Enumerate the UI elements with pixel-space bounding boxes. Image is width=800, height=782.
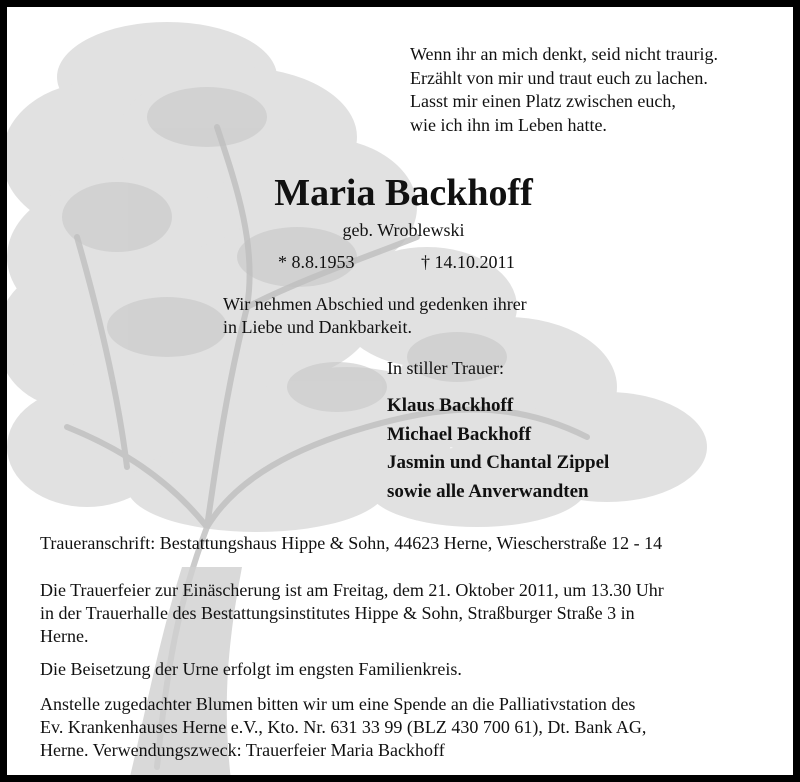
donation-line: Anstelle zugedachter Blumen bitten wir um eine Spende an die Palliativstation des xyxy=(40,694,636,714)
birth-date: * 8.8.1953 xyxy=(278,252,355,272)
donation-line: Ev. Krankenhauses Herne e.V., Kto. Nr. 631 33 99 (BLZ 430 700 61), Dt. Bank AG, xyxy=(40,717,647,737)
donation-paragraph xyxy=(40,693,646,762)
mourner-name: Jasmin und Chantal Zippel xyxy=(387,452,610,473)
poem-line: Erzählt von mir und traut euch zu lachen. xyxy=(410,67,708,88)
poem-line: Wenn ihr an mich denkt, seid nicht traurig. xyxy=(410,44,718,64)
ceremony-line: Die Trauerfeier zur Einäscherung ist am Freitag, dem 21. Oktober 2011, um 13.30 Uhr xyxy=(40,580,664,600)
donation-line: Herne. Verwendungszweck: Trauerfeier Maria Backhoff xyxy=(40,740,445,760)
death-date: † 14.10.2011 xyxy=(421,252,515,272)
deceased-name: Maria Backhoff xyxy=(274,172,533,214)
ceremony-line: in der Trauerhalle des Bestattungsinstitutes Hippe & Sohn, Straßburger Straße 3 in xyxy=(40,603,635,623)
burial-paragraph xyxy=(40,658,462,681)
mourning-heading: In stiller Trauer: xyxy=(387,358,504,378)
mourner-name: Klaus Backhoff xyxy=(387,395,514,416)
ceremony-paragraph xyxy=(40,579,664,648)
poem-line: wie ich ihn im Leben hatte. xyxy=(410,114,607,135)
mourning-address: Traueranschrift: Bestattungshaus Hippe & Sohn, 44623 Herne, Wiescherstraße 12 - 14 xyxy=(40,533,663,553)
mourners-list xyxy=(387,392,609,506)
burial-line: Die Beisetzung der Urne erfolgt im engsten Familienkreis. xyxy=(40,659,462,679)
poem-line: Lasst mir einen Platz zwischen euch, xyxy=(410,91,676,111)
ceremony-line: Herne. xyxy=(40,626,89,646)
born-name: geb. Wroblewski xyxy=(342,220,465,240)
mourner-name: sowie alle Anverwandten xyxy=(387,480,589,502)
mourner-name: Michael Backhoff xyxy=(387,423,532,445)
farewell-text xyxy=(223,293,527,339)
poem xyxy=(410,43,718,137)
farewell-line: Wir nehmen Abschied und gedenken ihrer xyxy=(223,294,527,314)
farewell-line: in Liebe und Dankbarkeit. xyxy=(223,317,412,337)
